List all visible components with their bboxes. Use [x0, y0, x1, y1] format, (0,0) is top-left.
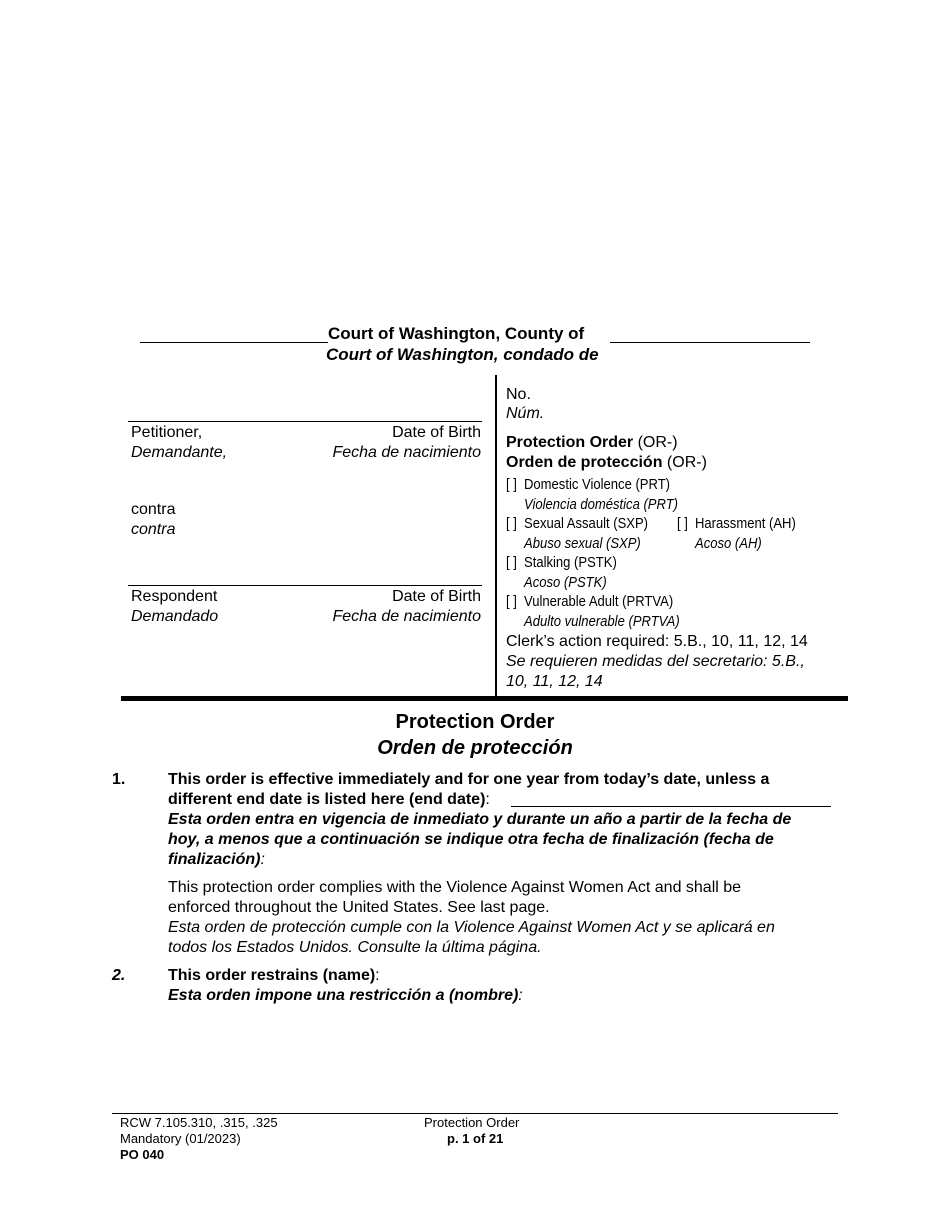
respondent-label-es: Demandado: [131, 608, 219, 625]
option-row-sxp-ah: [506, 515, 796, 535]
section-1-text-2: different end date is listed here (end date):: [168, 791, 490, 808]
clerk-action-es-2: 10, 11, 12, 14: [506, 673, 603, 690]
order-type-options: [506, 476, 796, 632]
clerk-action-es-1: Se requieren medidas del secretario: 5.B.,: [506, 653, 805, 670]
footer-rcw: RCW 7.105.310, .315, .325: [120, 1115, 278, 1130]
petitioner-label-es: Demandante,: [131, 444, 228, 461]
section-1-es-1: Esta orden entra en vigencia de inmediato y durante un año a partir de la fecha de: [168, 811, 792, 828]
versus-label: contra: [131, 501, 176, 518]
footer-form-number: PO 040: [120, 1147, 165, 1162]
checkbox[interactable]: [ ]: [506, 555, 517, 571]
vawa-text-1: This protection order complies with the Violence Against Women Act and shall be: [168, 879, 742, 896]
footer-doc-title: Protection Order: [424, 1115, 520, 1130]
county-blank-right[interactable]: [610, 342, 810, 343]
option-domestic-violence-es: Violencia doméstica (PRT): [524, 496, 679, 513]
vawa-text-es-2: todos los Estados Unidos. Consulte la última página.: [168, 939, 542, 956]
court-title: Court of Washington, County of: [328, 324, 585, 343]
clerk-action: Clerk’s action required: 5.B., 10, 11, 12, 14: [506, 633, 808, 650]
option-row-sxp-ah-es: Abuso sexual (SXP) Acoso (AH): [524, 535, 762, 552]
respondent-label: Respondent: [131, 588, 218, 605]
option-stalking[interactable]: [ ] Stalking (PSTK): [506, 554, 796, 574]
checkbox[interactable]: [ ]: [506, 516, 517, 532]
petitioner-label: Petitioner,: [131, 424, 203, 441]
end-date-blank[interactable]: [511, 806, 831, 807]
document-title-es: Orden de protección: [377, 737, 573, 759]
option-domestic-violence[interactable]: [ ] Domestic Violence (PRT): [506, 476, 796, 496]
section-1-number: 1.: [112, 771, 126, 788]
section-1-es-3: finalización):: [168, 851, 265, 868]
case-number-label: No.: [506, 386, 531, 403]
option-vulnerable-adult-es: Adulto vulnerable (PRTVA): [524, 613, 680, 630]
petitioner-name-line[interactable]: [128, 421, 482, 422]
footer-mandatory: Mandatory (01/2023): [120, 1131, 241, 1146]
court-title-es: Court of Washington, condado de: [326, 345, 599, 364]
respondent-dob-label: Date of Birth: [392, 588, 481, 605]
petitioner-dob-label-es: Fecha de nacimiento: [332, 444, 481, 461]
order-type-heading-es: Orden de protección (OR-): [506, 454, 707, 471]
document-title: Protection Order: [395, 711, 555, 733]
section-2-text: This order restrains (name):: [168, 967, 380, 984]
option-sexual-assault[interactable]: [ ] Sexual Assault (SXP): [506, 515, 677, 535]
footer-rule: [112, 1113, 838, 1114]
section-2-text-es: Esta orden impone una restricción a (nombre):: [168, 987, 523, 1004]
caption-divider: [495, 375, 497, 696]
vawa-text-es-1: Esta orden de protección cumple con la Violence Against Women Act y se aplicará en: [168, 919, 775, 936]
petitioner-dob-label: Date of Birth: [392, 424, 481, 441]
footer-page-number: p. 1 of 21: [447, 1131, 504, 1146]
checkbox[interactable]: [ ]: [506, 594, 517, 610]
versus-label-es: contra: [131, 521, 176, 538]
county-blank-left[interactable]: [140, 342, 328, 343]
respondent-name-line[interactable]: [128, 585, 482, 586]
section-1-es-2: hoy, a menos que a continuación se indique otra fecha de finalización (fecha de: [168, 831, 774, 848]
checkbox[interactable]: [ ]: [677, 516, 688, 532]
case-number-label-es: Núm.: [506, 405, 545, 422]
option-harassment[interactable]: [ ] Harassment (AH): [677, 516, 796, 532]
section-2-number: 2.: [112, 967, 126, 984]
vawa-text-2: enforced throughout the United States. See last page.: [168, 899, 550, 916]
caption-bottom-rule: [121, 696, 848, 701]
section-1-text-1: This order is effective immediately and for one year from today’s date, unless a: [168, 771, 770, 788]
option-stalking-es: Acoso (PSTK): [524, 574, 607, 591]
option-vulnerable-adult[interactable]: [ ] Vulnerable Adult (PRTVA): [506, 593, 796, 613]
respondent-dob-label-es: Fecha de nacimiento: [332, 608, 481, 625]
checkbox[interactable]: [ ]: [506, 477, 517, 493]
order-type-heading: Protection Order (OR-): [506, 434, 678, 451]
